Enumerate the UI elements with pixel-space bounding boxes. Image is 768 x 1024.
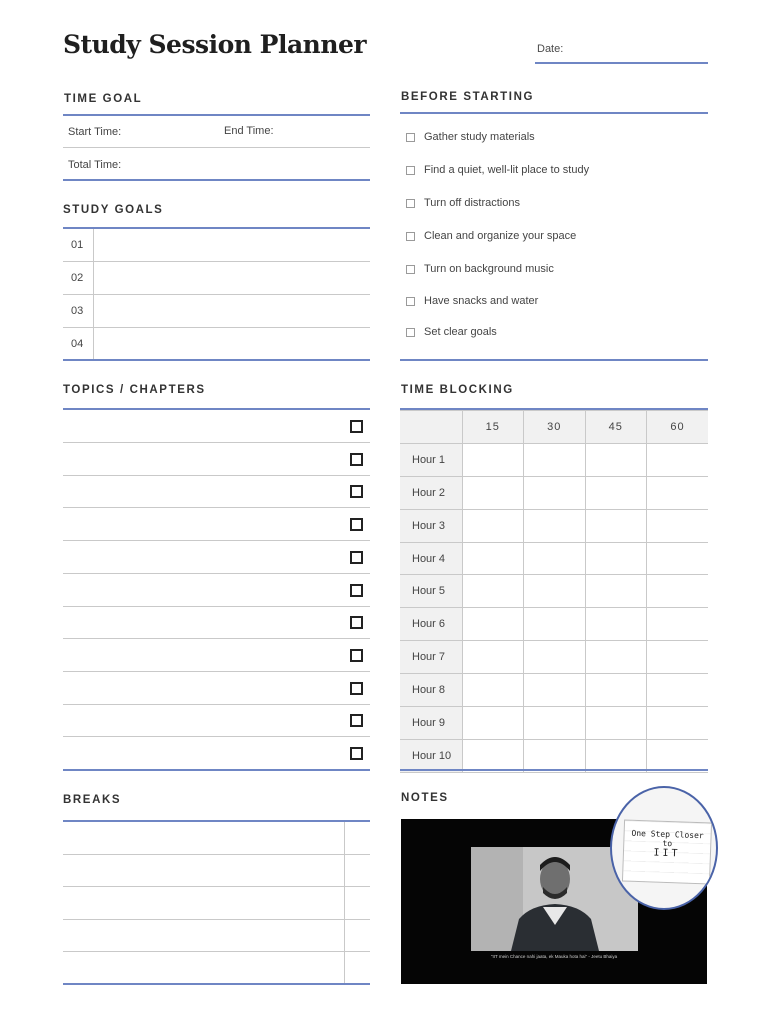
topics-heading: TOPICS / CHAPTERS [63, 384, 206, 396]
date-label: Date: [537, 43, 564, 55]
checkbox[interactable] [406, 232, 415, 241]
topic-row[interactable] [63, 704, 370, 737]
time-goal-bottom-rule [63, 179, 370, 181]
checklist-label: Clean and organize your space [424, 230, 577, 242]
time-block-cell[interactable] [524, 476, 586, 509]
time-block-cell[interactable] [462, 443, 524, 476]
checklist-label: Set clear goals [424, 326, 497, 338]
time-block-cell[interactable] [585, 509, 647, 542]
topic-checkbox[interactable] [350, 551, 363, 564]
hour-row [400, 608, 708, 641]
topic-row[interactable] [63, 639, 370, 672]
time-block-cell[interactable] [585, 674, 647, 707]
checklist-item[interactable] [406, 129, 535, 145]
checkbox[interactable] [406, 133, 415, 142]
hour-label: Hour 7 [400, 641, 462, 674]
time-block-cell[interactable] [585, 608, 647, 641]
minute-column-header: 45 [585, 411, 647, 444]
checklist-item[interactable] [406, 162, 589, 178]
hour-row [400, 542, 708, 575]
hour-row [400, 575, 708, 608]
total-time-label: Total Time: [68, 159, 122, 171]
time-blocking-heading: TIME BLOCKING [401, 384, 514, 396]
checkbox[interactable] [406, 328, 415, 337]
time-block-cell[interactable] [524, 608, 586, 641]
checklist-label: Gather study materials [424, 131, 535, 143]
before-starting-heading: BEFORE STARTING [401, 91, 535, 103]
time-block-cell[interactable] [524, 542, 586, 575]
topic-row[interactable] [63, 672, 370, 705]
time-block-cell[interactable] [524, 707, 586, 740]
date-field[interactable] [535, 62, 708, 64]
checkbox[interactable] [406, 265, 415, 274]
checklist-label: Find a quiet, well-lit place to study [424, 164, 590, 176]
time-block-cell[interactable] [524, 509, 586, 542]
study-goal-row[interactable] [63, 262, 370, 295]
topic-row[interactable] [63, 508, 370, 541]
hour-label: Hour 1 [400, 443, 462, 476]
time-block-cell[interactable] [462, 674, 524, 707]
study-goal-row[interactable] [63, 229, 370, 262]
topic-checkbox[interactable] [350, 682, 363, 695]
time-block-cell[interactable] [524, 641, 586, 674]
time-block-cell[interactable] [585, 443, 647, 476]
break-row[interactable] [63, 822, 370, 855]
topic-checkbox[interactable] [350, 518, 363, 531]
topic-checkbox[interactable] [350, 616, 363, 629]
checklist-label: Turn off distractions [424, 197, 520, 209]
time-block-cell[interactable] [647, 476, 709, 509]
topic-row[interactable] [63, 410, 370, 443]
time-block-cell[interactable] [647, 575, 709, 608]
hour-row [400, 641, 708, 674]
time-block-cell[interactable] [647, 641, 709, 674]
break-row[interactable] [63, 952, 370, 985]
hour-row [400, 509, 708, 542]
before-starting-rule [400, 112, 708, 114]
topic-checkbox[interactable] [350, 420, 363, 433]
topic-row[interactable] [63, 541, 370, 574]
grid-corner-cell [400, 411, 462, 444]
notes-heading: NOTES [401, 792, 449, 804]
hour-row [400, 674, 708, 707]
topic-checkbox[interactable] [350, 747, 363, 760]
minute-column-header: 60 [647, 411, 709, 444]
topics-bottom-rule [63, 769, 370, 771]
minute-column-header: 30 [524, 411, 586, 444]
before-starting-bottom-rule [400, 359, 708, 361]
topic-checkbox[interactable] [350, 453, 363, 466]
time-block-cell[interactable] [462, 476, 524, 509]
topic-row[interactable] [63, 443, 370, 476]
time-block-cell[interactable] [585, 476, 647, 509]
break-row[interactable] [63, 854, 370, 887]
topic-checkbox[interactable] [350, 584, 363, 597]
topic-checkbox[interactable] [350, 485, 363, 498]
checklist-item[interactable] [406, 324, 497, 340]
time-block-cell[interactable] [647, 509, 709, 542]
time-block-cell[interactable] [524, 674, 586, 707]
hour-row [400, 443, 708, 476]
checklist-item[interactable] [406, 195, 520, 211]
time-block-cell[interactable] [462, 608, 524, 641]
break-row[interactable] [63, 919, 370, 952]
start-time-label: Start Time: [68, 126, 122, 138]
hour-label: Hour 3 [400, 509, 462, 542]
time-block-cell[interactable] [647, 443, 709, 476]
time-block-cell[interactable] [585, 575, 647, 608]
hour-row [400, 476, 708, 509]
breaks-heading: BREAKS [63, 794, 122, 806]
breaks-bottom-rule [63, 983, 370, 985]
study-goals-heading: STUDY GOALS [63, 204, 164, 216]
time-goal-heading: TIME GOAL [64, 93, 143, 105]
time-block-cell[interactable] [524, 575, 586, 608]
time-block-cell[interactable] [585, 739, 647, 772]
goal-number: 01 [71, 239, 84, 251]
goal-number: 04 [71, 338, 84, 350]
hour-label: Hour 4 [400, 542, 462, 575]
time-block-cell[interactable] [462, 707, 524, 740]
page-title: Study Session Planner [63, 30, 367, 59]
hour-label: Hour 6 [400, 608, 462, 641]
time-block-cell[interactable] [647, 674, 709, 707]
card-line: One Step Closer [631, 828, 704, 841]
card-line: IIT [653, 847, 681, 860]
goal-number: 02 [71, 272, 84, 284]
time-blocking-grid [400, 410, 708, 773]
time-goal-divider [63, 147, 370, 148]
hour-row [400, 739, 708, 772]
break-row[interactable] [63, 887, 370, 920]
checklist-item[interactable] [406, 228, 576, 244]
time-block-cell[interactable] [647, 608, 709, 641]
time-block-cell[interactable] [585, 542, 647, 575]
topic-checkbox[interactable] [350, 714, 363, 727]
image-caption: "IIT mein Chance nahi jaata, ek Mauka hota hai" - Jeetu Bhaiya [490, 954, 618, 959]
hour-label: Hour 2 [400, 476, 462, 509]
hour-label: Hour 9 [400, 707, 462, 740]
handwritten-card [622, 819, 712, 884]
topic-row[interactable] [63, 606, 370, 639]
time-block-cell[interactable] [524, 739, 586, 772]
study-goal-row[interactable] [63, 295, 370, 328]
checklist-item[interactable] [406, 261, 554, 277]
checkbox[interactable] [406, 297, 415, 306]
topic-row[interactable] [63, 574, 370, 607]
hour-label: Hour 8 [400, 674, 462, 707]
time-block-cell[interactable] [462, 542, 524, 575]
study-goals-bottom-rule [63, 359, 370, 361]
minute-column-header: 15 [462, 411, 524, 444]
time-goal-rule [63, 114, 370, 116]
topic-row[interactable] [63, 737, 370, 770]
topic-row[interactable] [63, 475, 370, 508]
motivation-badge [610, 786, 718, 910]
end-time-label: End Time: [224, 125, 274, 137]
time-block-cell[interactable] [462, 641, 524, 674]
checklist-item[interactable] [406, 293, 538, 309]
time-block-cell[interactable] [462, 509, 524, 542]
time-block-cell[interactable] [462, 739, 524, 772]
checklist-label: Turn on background music [424, 263, 554, 275]
time-blocking-bottom-rule [400, 769, 708, 771]
hour-label: Hour 10 [400, 739, 462, 772]
topic-checkbox[interactable] [350, 649, 363, 662]
checklist-label: Have snacks and water [424, 295, 539, 307]
goal-number: 03 [71, 305, 84, 317]
hour-label: Hour 5 [400, 575, 462, 608]
time-block-cell[interactable] [462, 575, 524, 608]
time-block-cell[interactable] [647, 739, 709, 772]
time-block-cell[interactable] [647, 707, 709, 740]
time-block-cell[interactable] [524, 443, 586, 476]
study-goal-row[interactable] [63, 328, 370, 361]
hour-row [400, 707, 708, 740]
card-line: to [662, 838, 673, 849]
time-block-cell[interactable] [585, 707, 647, 740]
checkbox[interactable] [406, 199, 415, 208]
time-block-cell[interactable] [647, 542, 709, 575]
time-block-cell[interactable] [585, 641, 647, 674]
checkbox[interactable] [406, 166, 415, 175]
